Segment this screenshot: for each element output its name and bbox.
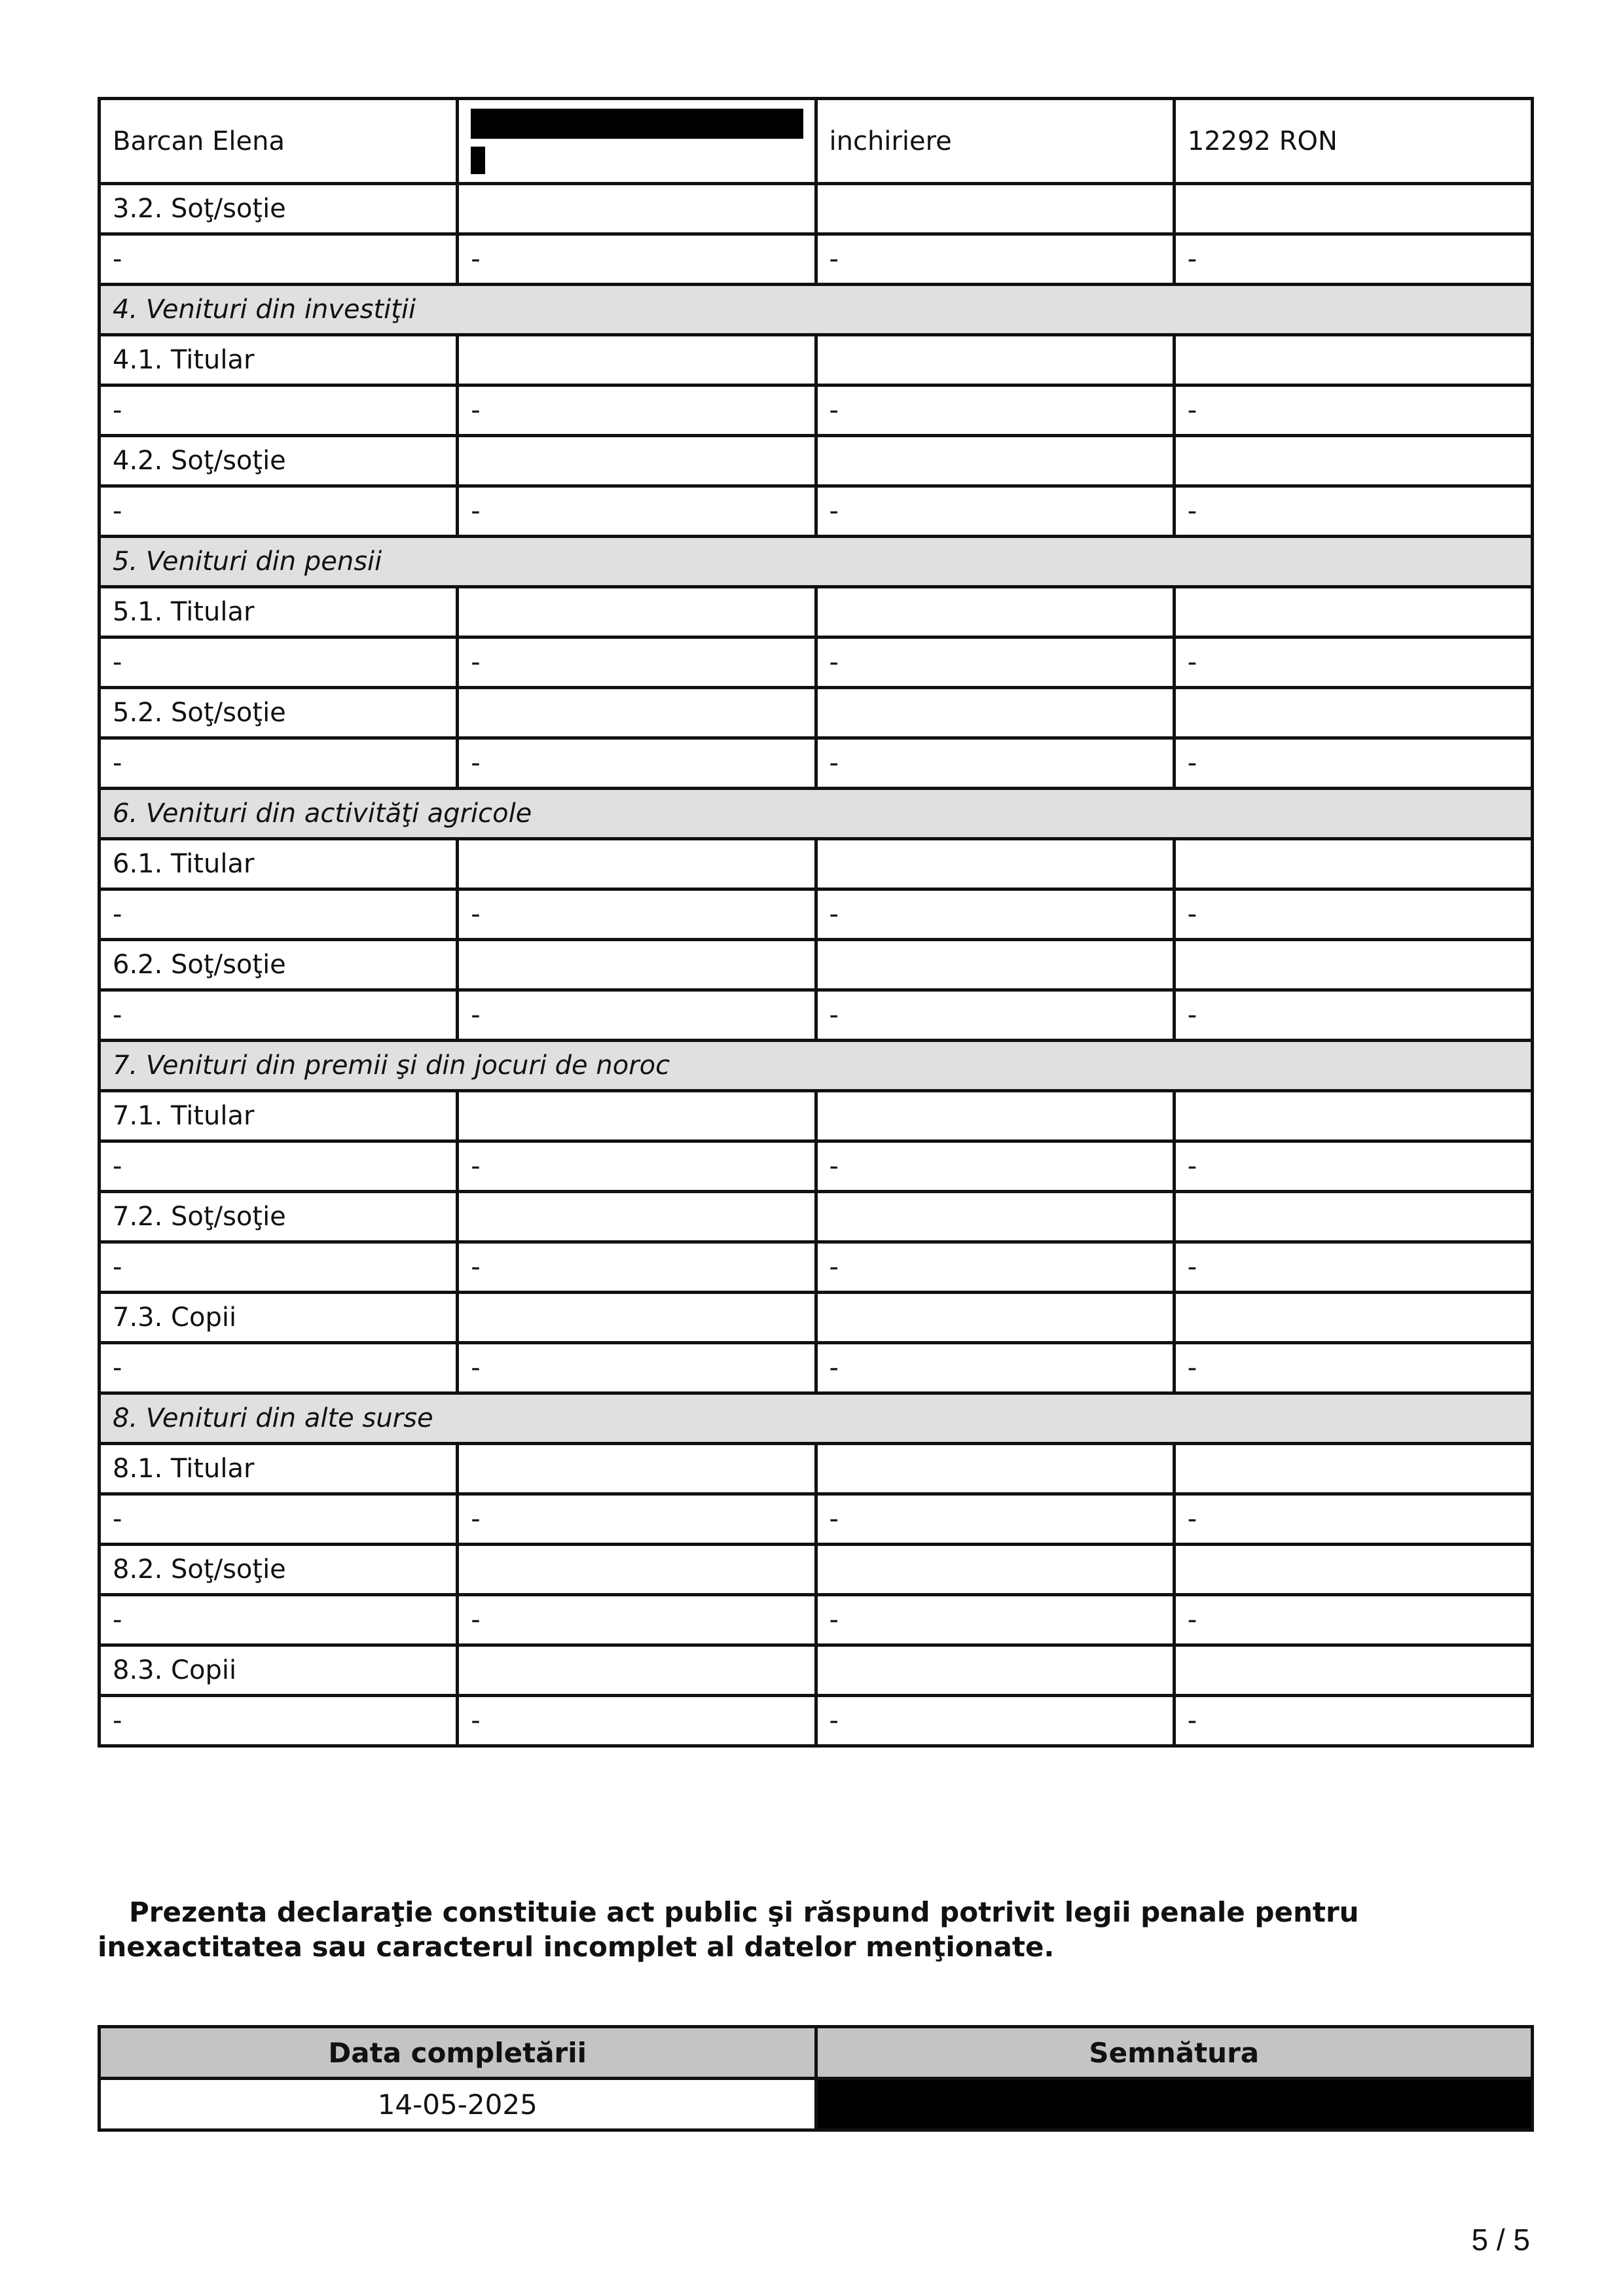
table-cell: - xyxy=(458,386,816,436)
group-label: 7.3. Copii xyxy=(100,1293,458,1343)
completion-date: 14-05-2025 xyxy=(100,2079,816,2130)
table-row xyxy=(100,184,1533,234)
empty-cell xyxy=(816,587,1174,637)
group-label: 5.1. Titular xyxy=(100,587,458,637)
table-row xyxy=(100,1091,1533,1141)
table-cell: - xyxy=(100,486,458,537)
table-row xyxy=(100,1041,1533,1091)
empty-cell xyxy=(816,1545,1174,1595)
group-label: 8.3. Copii xyxy=(100,1645,458,1696)
empty-cell xyxy=(816,1645,1174,1696)
table-cell: - xyxy=(1174,386,1532,436)
table-cell: - xyxy=(1174,1696,1532,1746)
income-table xyxy=(98,97,1534,1748)
empty-cell xyxy=(816,940,1174,990)
table-cell: - xyxy=(100,738,458,789)
table-cell: - xyxy=(816,1343,1174,1393)
table-cell: - xyxy=(816,637,1174,688)
empty-cell xyxy=(816,1192,1174,1242)
table-row xyxy=(100,1293,1533,1343)
beneficiary-name-cell: Barcan Elena xyxy=(100,99,458,184)
empty-cell xyxy=(1174,940,1532,990)
table-row xyxy=(100,234,1533,285)
empty-cell xyxy=(458,436,816,486)
empty-cell xyxy=(816,839,1174,889)
redacted-signature xyxy=(816,2079,1533,2130)
empty-cell xyxy=(458,335,816,386)
table-row xyxy=(100,940,1533,990)
table-row xyxy=(100,386,1533,436)
table-cell: - xyxy=(816,1494,1174,1545)
table-row xyxy=(100,486,1533,537)
table-row xyxy=(100,1595,1533,1645)
table-cell: - xyxy=(100,1494,458,1545)
empty-cell xyxy=(816,184,1174,234)
empty-cell xyxy=(1174,587,1532,637)
income-amount-cell: 12292 RON xyxy=(1174,99,1532,184)
empty-cell xyxy=(458,940,816,990)
table-cell: - xyxy=(1174,637,1532,688)
table-cell: - xyxy=(458,1595,816,1645)
table-cell: - xyxy=(816,738,1174,789)
table-row xyxy=(100,285,1533,335)
section-heading: 5. Venituri din pensii xyxy=(100,537,1533,587)
table-row xyxy=(100,1444,1533,1494)
table-row xyxy=(100,1192,1533,1242)
empty-cell xyxy=(458,1545,816,1595)
empty-cell xyxy=(1174,1192,1532,1242)
empty-cell xyxy=(816,335,1174,386)
group-label: 6.1. Titular xyxy=(100,839,458,889)
table-cell: - xyxy=(816,386,1174,436)
table-cell: - xyxy=(458,1343,816,1393)
date-header: Data completării xyxy=(100,2027,816,2079)
redaction-bar xyxy=(471,109,803,139)
table-cell: - xyxy=(458,990,816,1041)
table-cell: - xyxy=(458,1696,816,1746)
table-cell: - xyxy=(458,1141,816,1192)
empty-cell xyxy=(458,184,816,234)
table-cell: - xyxy=(100,1242,458,1293)
table-row xyxy=(100,688,1533,738)
table-cell: - xyxy=(816,990,1174,1041)
table-row xyxy=(100,1141,1533,1192)
empty-cell xyxy=(458,1091,816,1141)
table-row xyxy=(100,1343,1533,1393)
signature-table-value-row xyxy=(100,2079,1533,2130)
empty-cell xyxy=(458,1192,816,1242)
group-label: 8.1. Titular xyxy=(100,1444,458,1494)
table-cell: - xyxy=(1174,1494,1532,1545)
table-cell: - xyxy=(1174,990,1532,1041)
table-cell: - xyxy=(1174,1595,1532,1645)
table-row xyxy=(100,637,1533,688)
table-cell: - xyxy=(458,1242,816,1293)
empty-cell xyxy=(816,436,1174,486)
empty-cell xyxy=(816,1293,1174,1343)
group-label: 4.2. Soţ/soţie xyxy=(100,436,458,486)
table-row xyxy=(100,99,1533,184)
table-cell: - xyxy=(100,386,458,436)
group-label: 5.2. Soţ/soţie xyxy=(100,688,458,738)
empty-cell xyxy=(458,1293,816,1343)
redaction-bar xyxy=(471,147,485,174)
table-cell: - xyxy=(816,889,1174,940)
table-cell: - xyxy=(100,1595,458,1645)
table-cell: - xyxy=(100,1696,458,1746)
section-heading: 6. Venituri din activităţi agricole xyxy=(100,789,1533,839)
table-cell: - xyxy=(100,1141,458,1192)
table-cell: - xyxy=(100,234,458,285)
table-cell: - xyxy=(816,1595,1174,1645)
table-cell: - xyxy=(458,889,816,940)
table-row xyxy=(100,1393,1533,1444)
table-cell: - xyxy=(1174,486,1532,537)
page-number: 5 / 5 xyxy=(1471,2223,1530,2257)
table-row xyxy=(100,738,1533,789)
group-label: 7.2. Soţ/soţie xyxy=(100,1192,458,1242)
table-cell: - xyxy=(1174,889,1532,940)
group-label: 3.2. Soţ/soţie xyxy=(100,184,458,234)
empty-cell xyxy=(1174,1645,1532,1696)
table-row xyxy=(100,436,1533,486)
table-row xyxy=(100,537,1533,587)
table-cell: - xyxy=(1174,1141,1532,1192)
table-row xyxy=(100,789,1533,839)
empty-cell xyxy=(816,1444,1174,1494)
redacted-source-cell xyxy=(458,99,816,184)
empty-cell xyxy=(458,839,816,889)
table-cell: - xyxy=(100,990,458,1041)
empty-cell xyxy=(816,1091,1174,1141)
table-cell: - xyxy=(816,1242,1174,1293)
table-row xyxy=(100,1696,1533,1746)
table-cell: - xyxy=(1174,1343,1532,1393)
table-cell: - xyxy=(458,486,816,537)
empty-cell xyxy=(458,1645,816,1696)
table-cell: - xyxy=(816,1696,1174,1746)
table-row xyxy=(100,1494,1533,1545)
empty-cell xyxy=(1174,1293,1532,1343)
table-row xyxy=(100,1545,1533,1595)
table-cell: - xyxy=(1174,234,1532,285)
table-cell: - xyxy=(816,234,1174,285)
signature-table-header-row xyxy=(100,2027,1533,2079)
group-label: 8.2. Soţ/soţie xyxy=(100,1545,458,1595)
empty-cell xyxy=(1174,688,1532,738)
group-label: 7.1. Titular xyxy=(100,1091,458,1141)
section-heading: 7. Venituri din premii şi din jocuri de noroc xyxy=(100,1041,1533,1091)
table-cell: - xyxy=(458,738,816,789)
table-row xyxy=(100,587,1533,637)
table-row xyxy=(100,839,1533,889)
table-cell: - xyxy=(458,234,816,285)
table-cell: - xyxy=(816,1141,1174,1192)
table-row xyxy=(100,1645,1533,1696)
empty-cell xyxy=(1174,1444,1532,1494)
empty-cell xyxy=(1174,839,1532,889)
table-row xyxy=(100,335,1533,386)
signature-header: Semnătura xyxy=(816,2027,1533,2079)
group-label: 6.2. Soţ/soţie xyxy=(100,940,458,990)
empty-cell xyxy=(458,1444,816,1494)
income-category-cell: inchiriere xyxy=(816,99,1174,184)
empty-cell xyxy=(1174,1091,1532,1141)
table-cell: - xyxy=(1174,738,1532,789)
table-cell: - xyxy=(100,1343,458,1393)
empty-cell xyxy=(816,688,1174,738)
legal-statement: Prezenta declaraţie constituie act public şi răspund potrivit legii penale pentru inexactitatea sau caracterul incomplet al datelor menţionate. xyxy=(98,1896,1359,1963)
table-row xyxy=(100,889,1533,940)
table-row xyxy=(100,990,1533,1041)
table-cell: - xyxy=(458,637,816,688)
empty-cell xyxy=(1174,1545,1532,1595)
table-cell: - xyxy=(1174,1242,1532,1293)
empty-cell xyxy=(458,587,816,637)
empty-cell xyxy=(1174,184,1532,234)
table-cell: - xyxy=(816,486,1174,537)
section-heading: 4. Venituri din investiţii xyxy=(100,285,1533,335)
table-row xyxy=(100,1242,1533,1293)
table-cell: - xyxy=(458,1494,816,1545)
signature-table xyxy=(98,2025,1534,2132)
empty-cell xyxy=(1174,436,1532,486)
empty-cell xyxy=(1174,335,1532,386)
group-label: 4.1. Titular xyxy=(100,335,458,386)
empty-cell xyxy=(458,688,816,738)
section-heading: 8. Venituri din alte surse xyxy=(100,1393,1533,1444)
table-cell: - xyxy=(100,889,458,940)
table-cell: - xyxy=(100,637,458,688)
